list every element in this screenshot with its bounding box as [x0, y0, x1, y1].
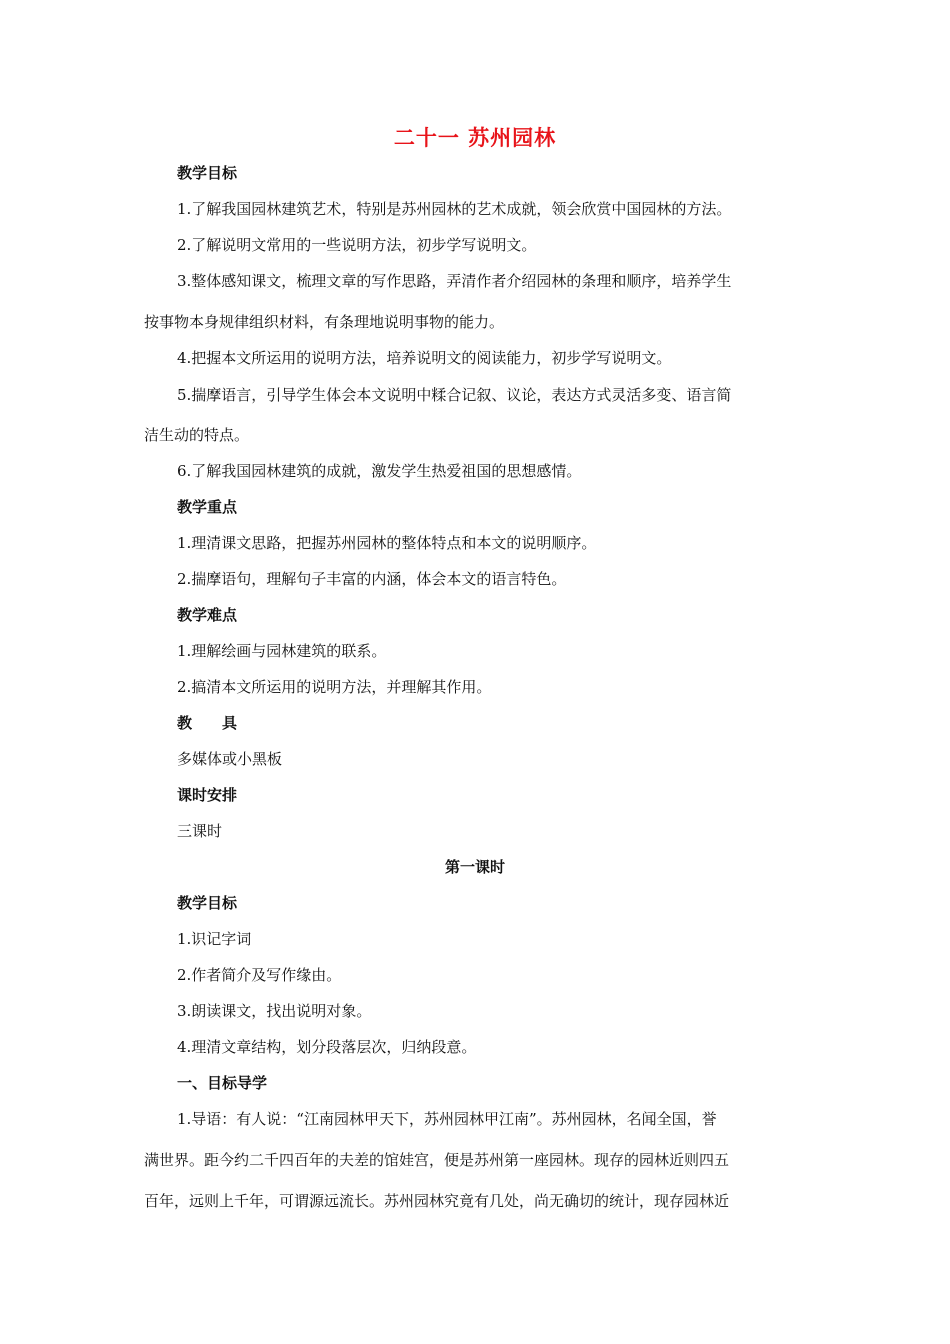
- key-points-heading: 教学重点: [177, 498, 238, 516]
- lesson-1-heading: 第一课时: [444, 858, 505, 876]
- lesson-1-item-1: 1.识记字词: [177, 930, 252, 948]
- lesson-1-item-4: 4.理清文章结构，划分段落层次，归纳段意。: [177, 1038, 477, 1056]
- schedule-content: 三课时: [177, 822, 223, 840]
- difficulties-heading: 教学难点: [177, 606, 238, 624]
- intro-paragraph-line-1: 1.导语：有人说：“江南园林甲天下，苏州园林甲江南”。苏州园林，名闻全国，誉: [177, 1110, 717, 1128]
- objective-item-5-line-2: 洁生动的特点。: [144, 426, 250, 444]
- document-title: 二十一 苏州园林: [393, 126, 557, 150]
- key-point-item-1: 1.理清课文思路，把握苏州园林的整体特点和本文的说明顺序。: [177, 534, 597, 552]
- objective-item-3-line-1: 3.整体感知课文，梳理文章的写作思路，弄清作者介绍园林的条理和顺序，培养学生: [177, 272, 732, 290]
- lesson-1-objectives-heading: 教学目标: [177, 894, 238, 912]
- section-1-heading: 一、目标导学: [177, 1074, 268, 1092]
- intro-paragraph-line-3: 百年，远则上千年，可谓源远流长。苏州园林究竟有几处，尚无确切的统计，现存园林近: [144, 1192, 730, 1210]
- lesson-1-item-2: 2.作者简介及写作缘由。: [177, 966, 342, 984]
- intro-paragraph-line-2: 满世界。距今约二千四百年的夫差的馆娃宫，便是苏州第一座园林。现存的园林近则四五: [144, 1151, 730, 1169]
- objective-item-5-line-1: 5.揣摩语言，引导学生体会本文说明中糅合记叙、议论，表达方式灵活多变、语言简: [177, 386, 732, 404]
- objective-item-3-line-2: 按事物本身规律组织材料，有条理地说明事物的能力。: [144, 313, 505, 331]
- objective-item-1: 1.了解我国园林建筑艺术，特别是苏州园林的艺术成就，领会欣赏中国园林的方法。: [177, 200, 732, 218]
- difficulty-item-1: 1.理解绘画与园林建筑的联系。: [177, 642, 387, 660]
- objectives-heading: 教学目标: [177, 164, 238, 182]
- lesson-1-item-3: 3.朗读课文，找出说明对象。: [177, 1002, 372, 1020]
- tools-heading: 教 具: [177, 714, 238, 732]
- tools-content: 多媒体或小黑板: [177, 750, 283, 768]
- schedule-heading: 课时安排: [177, 786, 238, 804]
- difficulty-item-2: 2.搞清本文所运用的说明方法，并理解其作用。: [177, 678, 492, 696]
- objective-item-6: 6.了解我国园林建筑的成就，激发学生热爱祖国的思想感情。: [177, 462, 582, 480]
- key-point-item-2: 2.揣摩语句，理解句子丰富的内涵，体会本文的语言特色。: [177, 570, 567, 588]
- objective-item-2: 2.了解说明文常用的一些说明方法，初步学写说明文。: [177, 236, 537, 254]
- objective-item-4: 4.把握本文所运用的说明方法，培养说明文的阅读能力，初步学写说明文。: [177, 349, 672, 367]
